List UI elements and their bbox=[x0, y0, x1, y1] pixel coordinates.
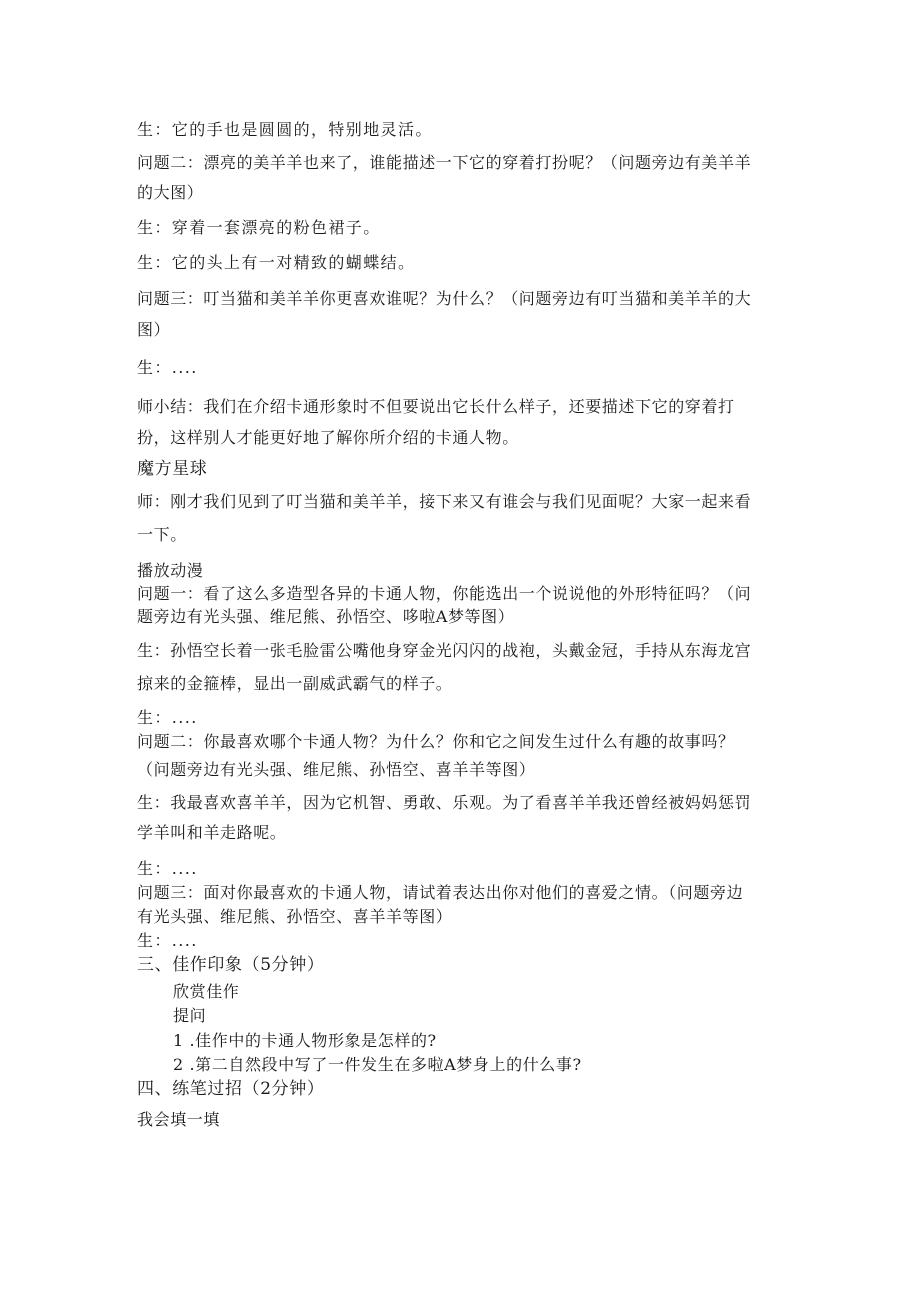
section-title: 三、佳作印象（5分钟） bbox=[137, 955, 325, 975]
text-line: 问题二：你最喜欢哪个卡通人物？为什么？你和它之间发生过什么有趣的故事吗？ bbox=[137, 732, 735, 751]
text-line: 我会填一填 bbox=[137, 1110, 221, 1129]
list-item: 1 .佳作中的卡通人物形象是怎样的? bbox=[173, 1031, 437, 1050]
list-item: 2 .第二自然段中写了一件发生在多啦A梦身上的什么事? bbox=[173, 1055, 582, 1074]
section-title: 魔方星球 bbox=[137, 459, 208, 479]
text-line: 欣赏佳作 bbox=[173, 982, 240, 1001]
text-line: 图） bbox=[137, 320, 171, 339]
text-line: 生：.... bbox=[137, 708, 198, 727]
text-line: 一下。 bbox=[137, 525, 187, 544]
text-line: 问题二：漂亮的美羊羊也来了，谁能描述一下它的穿着打扮呢？（问题旁边有美羊羊 bbox=[137, 153, 752, 172]
text-line: 生：它的手也是圆圆的，特别地灵活。 bbox=[137, 120, 433, 139]
text-line: 师小结：我们在介绍卡通形象时不但要说出它长什么样子，还要描述下它的穿着打 bbox=[137, 397, 735, 416]
text-line: 学羊叫和羊走路呢。 bbox=[137, 823, 287, 842]
text-line: 生：穿着一套漂亮的粉色裙子。 bbox=[137, 218, 381, 237]
text-line: 生：.... bbox=[137, 931, 198, 950]
text-line: 生：.... bbox=[137, 859, 198, 878]
text-line: 问题三：叮当猫和美羊羊你更喜欢谁呢？为什么？（问题旁边有叮当猫和美羊羊的大 bbox=[137, 289, 752, 308]
text-line: 题旁边有光头强、维尼熊、孙悟空、哆啦A梦等图） bbox=[137, 607, 515, 626]
text-line: 提问 bbox=[173, 1006, 207, 1025]
text-line: 生：它的头上有一对精致的蝴蝶结。 bbox=[137, 253, 416, 272]
text-line: （问题旁边有光头强、维尼熊、孙悟空、喜羊羊等图） bbox=[137, 760, 536, 779]
text-line: 播放动漫 bbox=[137, 561, 204, 580]
text-line: 生：孙悟空长着一张毛脸雷公嘴他身穿金光闪闪的战袍，头戴金冠，手持从东海龙宫 bbox=[137, 641, 752, 660]
text-line: 师：刚才我们见到了叮当猫和美羊羊，接下来又有谁会与我们见面呢？大家一起来看 bbox=[137, 492, 752, 511]
text-line: 生：我最喜欢喜羊羊，因为它机智、勇敢、乐观。为了看喜羊羊我还曾经被妈妈惩罚 bbox=[137, 793, 752, 812]
text-line: 问题三：面对你最喜欢的卡通人物，请试着表达出你对他们的喜爱之情。（问题旁边 bbox=[137, 883, 744, 902]
text-line: 扮，这样别人才能更好地了解你所介绍的卡通人物。 bbox=[137, 428, 519, 447]
text-line: 的大图） bbox=[137, 183, 204, 202]
text-line: 问题一：看了这么多造型各异的卡通人物，你能选出一个说说他的外形特征吗？（问 bbox=[137, 584, 752, 603]
text-line: 有光头强、维尼熊、孙悟空、喜羊羊等图） bbox=[137, 907, 453, 926]
text-line: 生：.... bbox=[137, 358, 198, 377]
section-title: 四、练笔过招（2分钟） bbox=[137, 1079, 325, 1099]
text-line: 掠来的金箍棒，显出一副威武霸气的样子。 bbox=[137, 674, 453, 693]
